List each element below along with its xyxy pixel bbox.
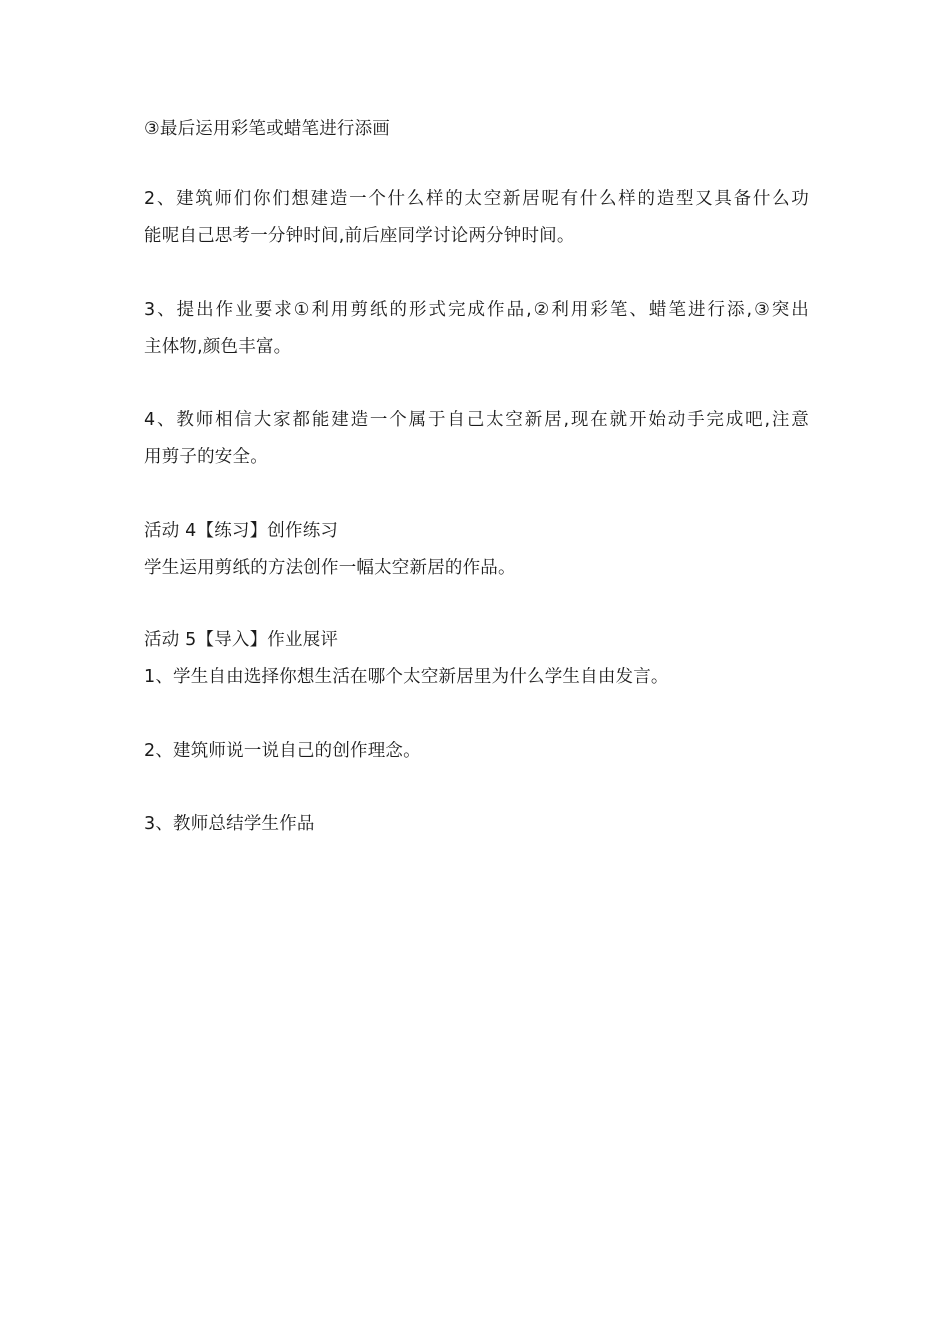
item-4-paragraph: [144, 402, 809, 476]
activity-4-section: [144, 513, 809, 587]
item-4-line-1: 4、教师相信大家都能建造一个属于自己太空新居,现在就开始动手完成吧,注意: [144, 410, 809, 430]
activity-5-item-2: 2、建筑师说一说自己的创作理念。: [144, 741, 421, 761]
activity-5-section: [144, 622, 809, 696]
activity-5-item-1: 1、学生自由选择你想生活在哪个太空新居里为什么学生自由发言。: [144, 667, 669, 687]
activity-4-text: 学生运用剪纸的方法创作一幅太空新居的作品。: [144, 558, 516, 578]
step3-note-text: ③最后运用彩笔或蜡笔进行添画: [144, 119, 390, 139]
activity-5-item-3: 3、教师总结学生作品: [144, 814, 315, 834]
activity-4-heading: 活动 4【练习】创作练习: [144, 521, 339, 541]
item-3-paragraph: [144, 292, 809, 366]
item-3-line-1: 3、提出作业要求①利用剪纸的形式完成作品,②利用彩笔、蜡笔进行添,③突出: [144, 300, 809, 320]
item-2-line-2: 能呢自己思考一分钟时间,前后座同学讨论两分钟时间。: [144, 226, 575, 246]
activity-5-item-3-paragraph: [144, 806, 809, 843]
item-4-line-2: 用剪子的安全。: [144, 447, 268, 467]
step3-note: [144, 111, 809, 148]
item-2-line-1: 2、建筑师们你们想建造一个什么样的太空新居呢有什么样的造型又具备什么功: [144, 189, 809, 209]
activity-5-heading: 活动 5【导入】作业展评: [144, 630, 339, 650]
item-2-paragraph: [144, 181, 809, 255]
item-3-line-2: 主体物,颜色丰富。: [144, 337, 292, 357]
activity-5-item-2-paragraph: [144, 733, 809, 770]
